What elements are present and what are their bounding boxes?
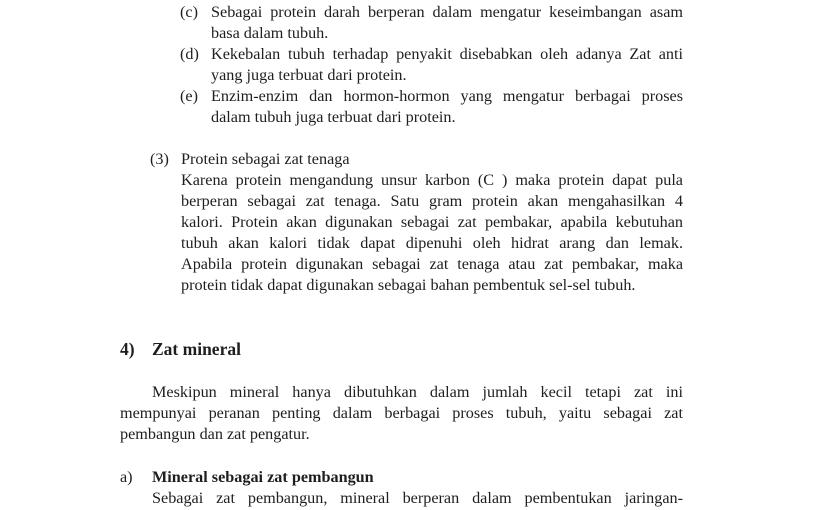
list-item-line: Sebagai protein darah berperan dalam mengatur keseimbangan asam (211, 3, 683, 21)
list-item-line: yang juga terbuat dari protein. (211, 66, 407, 84)
item-3-label: (3) (150, 150, 169, 168)
list-item-line: basa dalam tubuh. (211, 24, 329, 42)
item-3-line: Karena protein mengandung unsur karbon (C ) maka protein dapat pula (181, 171, 683, 189)
paragraph-line: Sebagai zat pembangun, mineral berperan dalam pembentukan jaringan- (152, 489, 683, 507)
item-3-line: berperan sebagai zat tenaga. Satu gram protein akan mengahasilkan 4 (181, 192, 683, 210)
subsection-title: Mineral sebagai zat pembangun (152, 468, 374, 486)
list-item-line: dalam tubuh juga terbuat dari protein. (211, 108, 456, 126)
item-3-line: tubuh akan kalori tidak dapat dipenuhi oleh hidrat arang dan lemak. (181, 234, 683, 252)
section-title: Zat mineral (152, 339, 241, 359)
item-3-line: Apabila protein digunakan sebagai zat tenaga atau zat pembakar, maka (181, 255, 683, 273)
list-item-line: Kekebalan tubuh terhadap penyakit disebabkan oleh adanya Zat anti (211, 45, 683, 63)
list-item-label: (c) (180, 3, 198, 21)
list-item-line: Enzim-enzim dan hormon-hormon yang mengatur berbagai proses (211, 87, 683, 105)
section-number: 4) (120, 339, 135, 359)
paragraph-line: Meskipun mineral hanya dibutuhkan dalam jumlah kecil tetapi zat ini (152, 383, 683, 401)
item-3-line: kalori. Protein akan digunakan sebagai zat pembakar, apabila kebutuhan (181, 213, 683, 231)
item-3-title: Protein sebagai zat tenaga (181, 150, 350, 168)
list-item-label: (d) (180, 45, 199, 63)
paragraph-line: mempunyai peranan penting dalam berbagai proses tubuh, yaitu sebagai zat (120, 404, 683, 422)
subsection-label: a) (120, 468, 133, 486)
item-3-line: protein tidak dapat digunakan sebagai bahan pembentuk sel-sel tubuh. (181, 276, 636, 294)
paragraph-line: pembangun dan zat pengatur. (120, 425, 310, 443)
list-item-label: (e) (180, 87, 198, 105)
